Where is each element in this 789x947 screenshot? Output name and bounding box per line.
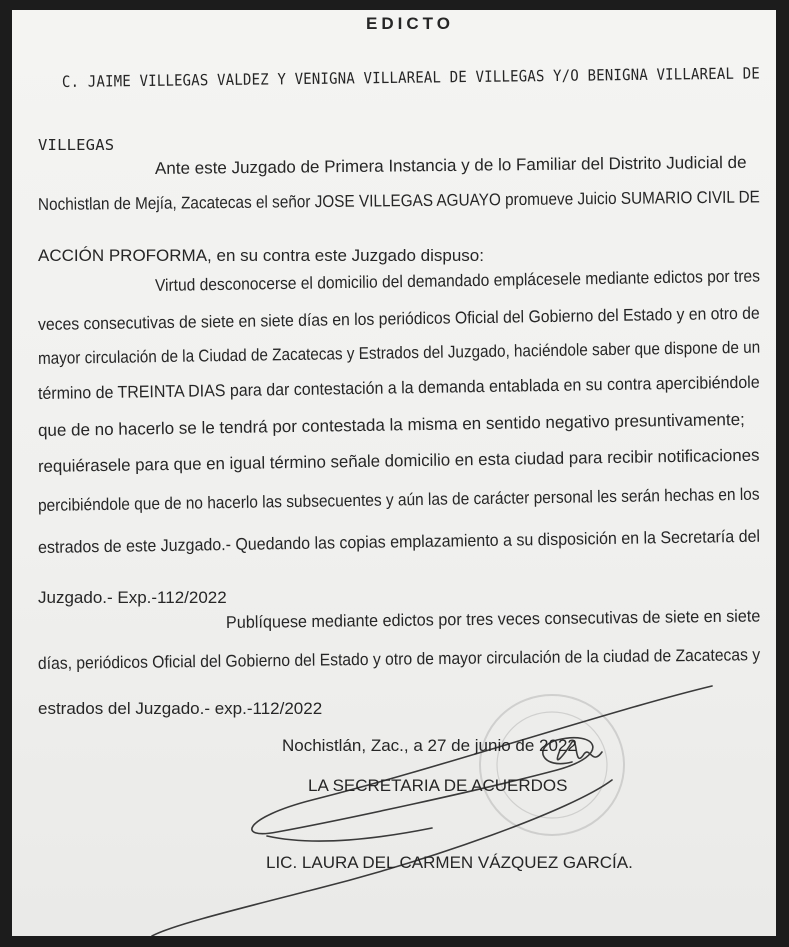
paragraph-line: Publíquese mediante edictos por tres veces consecutivas de siete en siete <box>225 606 761 632</box>
paragraph-line: ACCIÓN PROFORMA, en su contra este Juzgado dispuso: <box>38 246 484 265</box>
paragraph-line: días, periódicos Oficial del Gobierno del Estado y otro de mayor circulación de la ciudad de Zacatecas y <box>37 645 761 673</box>
paragraph-line: percibiéndole que de no hacerlo las subsecuentes y aún las de carácter personal les serán hechas en los <box>37 484 760 515</box>
paragraph-line: veces consecutivas de siete en siete días en los periódicos Oficial del Gobierno del Estado y en otro de <box>37 303 760 334</box>
addressee-line: C. JAIME VILLEGAS VALDEZ Y VENIGNA VILLAREAL DE VILLEGAS Y/O BENIGNA VILLAREAL DE <box>61 64 761 91</box>
document-page <box>12 10 776 936</box>
paragraph-line: requiérasele para que en igual término señale domicilio en esta ciudad para recibir notificaciones <box>37 445 760 476</box>
paragraph-line: Ante este Juzgado de Primera Instancia y de lo Familiar del Distrito Judicial de <box>154 152 747 178</box>
paragraph-line: término de TREINTA DIAS para dar contestación a la demanda entablada en su contra apercibiéndole <box>37 372 760 403</box>
addressee-line: VILLEGAS <box>38 136 115 154</box>
place-and-date: Nochistlán, Zac., a 27 de junio de 2022 <box>282 736 577 755</box>
handwritten-signature <box>152 686 712 936</box>
document-title: EDICTO <box>366 14 454 33</box>
paragraph-line: Nochistlan de Mejía, Zacatecas el señor JOSE VILLEGAS AGUAYO promueve Juicio SUMARIO CIVIL DE <box>37 187 760 214</box>
paragraph-line: estrados del Juzgado.- exp.-112/2022 <box>38 699 323 718</box>
paragraph-line: que de no hacerlo se le tendrá por contestada la misma en sentido negativo presuntivamente; <box>37 409 745 440</box>
paragraph-line: Juzgado.- Exp.-112/2022 <box>38 588 227 607</box>
paragraph-line: estrados de este Juzgado.- Quedando las copias emplazamiento a su disposición en la Secretaría del <box>37 526 761 557</box>
signer-role: LA SECRETARIA DE ACUERDOS <box>308 776 568 795</box>
signatory-name: LIC. LAURA DEL CARMEN VÁZQUEZ GARCÍA. <box>266 853 633 872</box>
paragraph-line: mayor circulación de la Ciudad de Zacatecas y Estrados del Juzgado, haciéndole saber que dispone de un <box>37 337 761 368</box>
paragraph-line: Virtud desconocerse el domicilio del demandado emplácesele mediante edictos por tres <box>154 266 761 295</box>
